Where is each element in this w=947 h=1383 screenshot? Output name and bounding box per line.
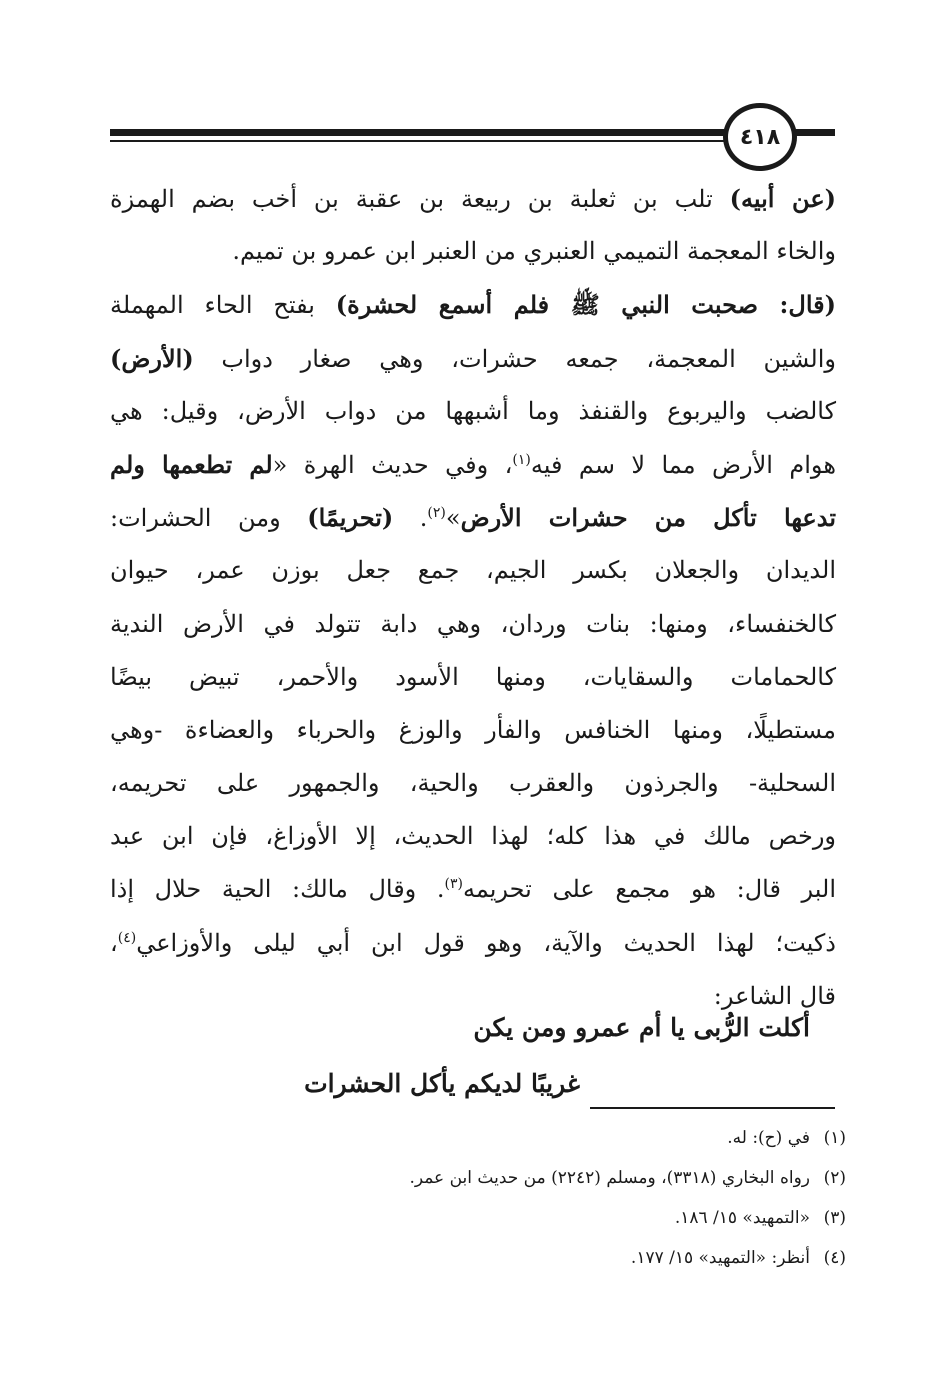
text-line: هوام الأرض مما لا سم فيه$^{(١)}$، وفي حديث الهرة «لم تطعمها ولم bbox=[110, 449, 836, 479]
page-number-badge: ٤١٨ bbox=[723, 103, 797, 171]
text-line: ورخص مالك في هذا كله؛ لهذا الحديث، إلا الأوزاغ، فإن ابن عبد bbox=[110, 822, 836, 851]
footnote-text: في (ح): له. bbox=[727, 1128, 810, 1148]
page-header bbox=[110, 100, 835, 170]
text-line: والخاء المعجمة التميمي العنبري من العنبر ابن عمرو بن تميم. bbox=[232, 237, 836, 266]
text-line: مستطيلًا، ومنها الخنافس والفأر والوزغ والحرباء والعضاءة -وهي bbox=[110, 715, 836, 744]
text-line: (قال: صحبت النبي ﷺ فلم أسمع لحشرة) بفتح الحاء المهملة bbox=[110, 290, 836, 320]
footnote-text: «التمهيد» ١٥/ ١٨٦. bbox=[674, 1208, 810, 1228]
footnote-item bbox=[260, 1158, 846, 1198]
text-line: السحلية- والجرذون والعقرب والحية، والجمهور على تحريمه، bbox=[110, 769, 836, 798]
footnote-number: (٣) bbox=[823, 1208, 846, 1228]
header-rule-thin bbox=[110, 140, 725, 142]
text-line: (عن أبيه) تلب بن ثعلبة بن ربيعة بن عقبة بن أخب بضم الهمزة bbox=[110, 184, 836, 213]
footnote-item bbox=[260, 1198, 846, 1238]
main-text bbox=[110, 172, 836, 1023]
text-line: البر قال: هو مجمع على تحريمه$^{(٣)}$. وقال مالك: الحية حلال إذا bbox=[110, 875, 837, 904]
text-line: الديدان والجعلان بكسر الجيم، جمع جعل بوزن عمر، حيوان bbox=[110, 556, 836, 585]
text-line: والشين المعجمة، جمعه حشرات، وهي صغار دواب (الأرض) bbox=[110, 343, 836, 373]
text-line: ذكيت؛ لهذا الحديث والآية، وهو قول ابن أبي ليلى والأوزاعي$^{(٤)}$، bbox=[110, 928, 836, 957]
footnote-number: (١) bbox=[823, 1128, 846, 1148]
footnote-item bbox=[260, 1238, 846, 1278]
text-line: كالحمامات والسقايات، ومنها الأسود والأحمر، تبيض بيضًا bbox=[110, 662, 836, 691]
footnote-separator bbox=[590, 1107, 835, 1109]
footnotes bbox=[260, 1118, 846, 1278]
text-line: قال الشاعر: bbox=[713, 981, 836, 1010]
footnote-text: رواه البخاري (٣٣١٨)، ومسلم (٢٢٤٢) من حديث ابن عمر. bbox=[409, 1168, 810, 1188]
footnote-item bbox=[260, 1118, 846, 1158]
header-rule-thick bbox=[110, 129, 725, 136]
poem-verse bbox=[160, 1000, 810, 1112]
text-line: كالخنفساء، ومنها: بنات وردان، وهي دابة تتولد في الأرض الندية bbox=[110, 609, 836, 638]
header-rule-right bbox=[793, 129, 835, 136]
poem-line: أكلت الرُّبى يا أم عمرو ومن يكن bbox=[473, 1013, 810, 1042]
footnote-number: (٢) bbox=[823, 1168, 846, 1188]
text-line: تدعها تأكل من حشرات الأرض»$^{(٢)}$. (تحريمًا) ومن الحشرات: bbox=[110, 503, 837, 533]
footnote-number: (٤) bbox=[823, 1248, 846, 1268]
text-line: كالضب واليربوع والقنفذ وما أشبهها من دواب الأرض، وقيل: هي bbox=[110, 396, 836, 425]
poem-line: غريبًا لديكم يأكل الحشرات bbox=[304, 1069, 580, 1098]
footnote-text: أنظر: «التمهيد» ١٥/ ١٧٧. bbox=[630, 1248, 810, 1268]
